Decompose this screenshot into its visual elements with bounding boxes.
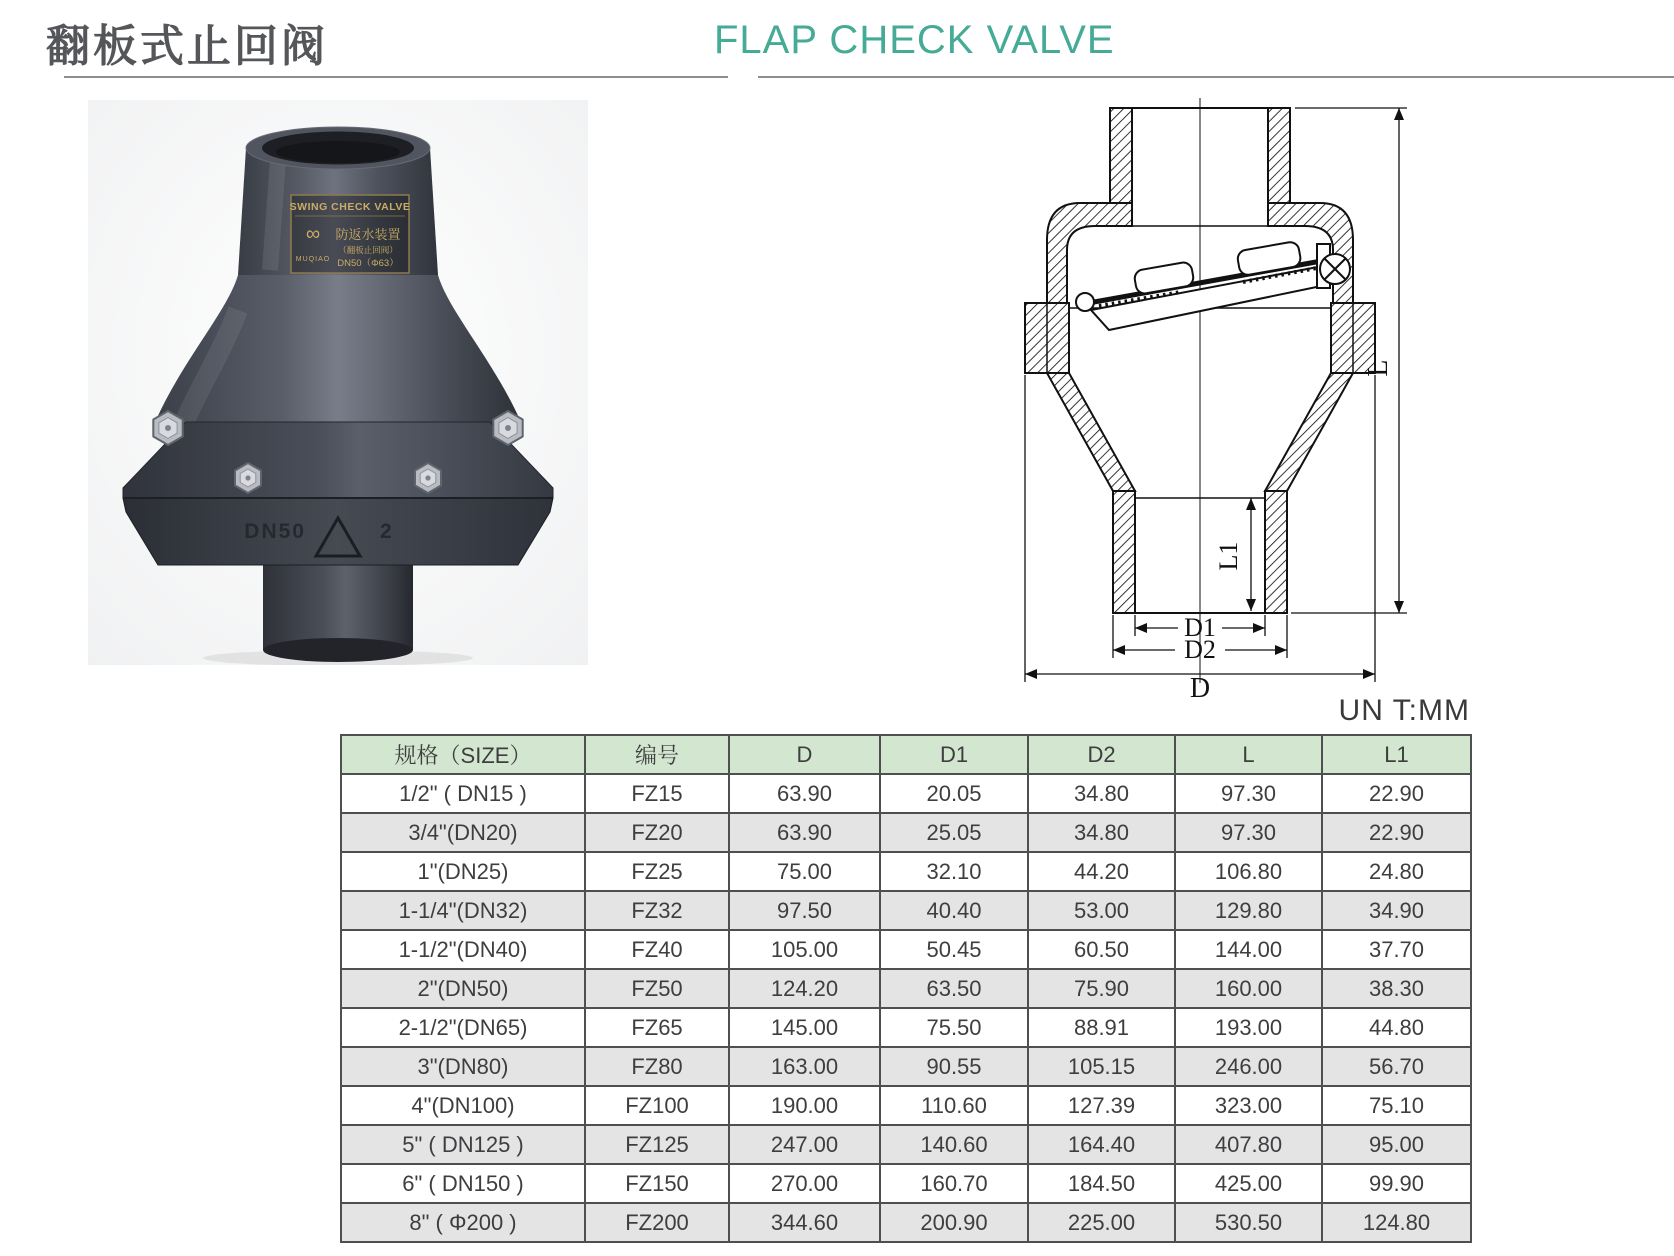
cell-d2: 127.39 xyxy=(1028,1086,1175,1125)
cell-d: 145.00 xyxy=(729,1008,880,1047)
cell-d1: 200.90 xyxy=(880,1203,1028,1242)
cell-size: 2"(DN50) xyxy=(341,969,585,1008)
cell-code: FZ150 xyxy=(585,1164,729,1203)
cell-d2: 225.00 xyxy=(1028,1203,1175,1242)
cell-d: 163.00 xyxy=(729,1047,880,1086)
cell-d1: 63.50 xyxy=(880,969,1028,1008)
title-underline-right xyxy=(758,76,1674,78)
table-row xyxy=(341,1047,1471,1086)
col-header-d2: D2 xyxy=(1028,735,1175,774)
cell-d: 105.00 xyxy=(729,930,880,969)
label-size-marking: DN50（Φ63） xyxy=(337,258,399,269)
cell-d: 344.60 xyxy=(729,1203,880,1242)
bolt-icon xyxy=(153,411,182,445)
table-row xyxy=(341,813,1471,852)
table-header-row xyxy=(341,735,1471,774)
cell-l: 97.30 xyxy=(1175,813,1322,852)
table-row xyxy=(341,1008,1471,1047)
title-underline-left xyxy=(64,76,728,78)
flap-assembly xyxy=(1076,241,1350,330)
label-title: SWING CHECK VALVE xyxy=(289,201,411,213)
cell-d2: 34.80 xyxy=(1028,774,1175,813)
page-title-chinese: 翻板式止回阀 xyxy=(46,22,328,71)
cell-d1: 140.60 xyxy=(880,1125,1028,1164)
table-row xyxy=(341,1125,1471,1164)
table-row xyxy=(341,1086,1471,1125)
cell-code: FZ200 xyxy=(585,1203,729,1242)
brand-logo-icon: ∞ xyxy=(305,223,321,245)
valve-flange xyxy=(123,422,553,565)
cell-d1: 75.50 xyxy=(880,1008,1028,1047)
cell-l1: 38.30 xyxy=(1322,969,1471,1008)
valve-photo-illustration xyxy=(88,100,588,665)
spec-table xyxy=(340,734,1472,1243)
technical-drawing xyxy=(995,98,1435,698)
cell-l1: 124.80 xyxy=(1322,1203,1471,1242)
bolt-icon xyxy=(493,411,522,445)
cell-d1: 160.70 xyxy=(880,1164,1028,1203)
cell-l: 160.00 xyxy=(1175,969,1322,1008)
cell-d2: 184.50 xyxy=(1028,1164,1175,1203)
pivot-pin xyxy=(1076,293,1094,311)
cell-size: 1"(DN25) xyxy=(341,852,585,891)
cell-code: FZ40 xyxy=(585,930,729,969)
valve-section-drawing xyxy=(995,98,1435,698)
section-outline xyxy=(1025,98,1375,683)
dim-label-d2: D2 xyxy=(1184,635,1216,664)
cell-l: 129.80 xyxy=(1175,891,1322,930)
cell-l1: 44.80 xyxy=(1322,1008,1471,1047)
cell-l: 246.00 xyxy=(1175,1047,1322,1086)
page-title-english: FLAP CHECK VALVE xyxy=(714,18,1115,62)
cell-d2: 34.80 xyxy=(1028,813,1175,852)
table-row xyxy=(341,930,1471,969)
table-row xyxy=(341,774,1471,813)
col-header-d1: D1 xyxy=(880,735,1028,774)
cell-size: 1-1/2"(DN40) xyxy=(341,930,585,969)
cell-size: 1-1/4"(DN32) xyxy=(341,891,585,930)
dim-label-l: L xyxy=(1363,359,1394,377)
cell-d: 63.90 xyxy=(729,813,880,852)
col-header-d: D xyxy=(729,735,880,774)
bolt-icon xyxy=(235,463,261,493)
cell-d: 270.00 xyxy=(729,1164,880,1203)
cell-code: FZ15 xyxy=(585,774,729,813)
cell-size: 2-1/2"(DN65) xyxy=(341,1008,585,1047)
cell-code: FZ100 xyxy=(585,1086,729,1125)
cell-l: 530.50 xyxy=(1175,1203,1322,1242)
cell-d: 190.00 xyxy=(729,1086,880,1125)
cell-d1: 110.60 xyxy=(880,1086,1028,1125)
table-row xyxy=(341,891,1471,930)
table-row xyxy=(341,852,1471,891)
cell-l1: 22.90 xyxy=(1322,774,1471,813)
flange-marking-size: 2 xyxy=(380,520,392,543)
cell-size: 3"(DN80) xyxy=(341,1047,585,1086)
cell-l: 425.00 xyxy=(1175,1164,1322,1203)
flange-marking-dn: DN50 xyxy=(244,520,306,543)
cell-code: FZ25 xyxy=(585,852,729,891)
cell-code: FZ32 xyxy=(585,891,729,930)
col-header-size: 规格（SIZE） xyxy=(341,735,585,774)
cell-size: 5" ( DN125 ) xyxy=(341,1125,585,1164)
dim-label-d1: D1 xyxy=(1184,613,1216,642)
cell-d1: 50.45 xyxy=(880,930,1028,969)
cell-d1: 40.40 xyxy=(880,891,1028,930)
cell-l: 106.80 xyxy=(1175,852,1322,891)
cell-l1: 75.10 xyxy=(1322,1086,1471,1125)
cell-d2: 53.00 xyxy=(1028,891,1175,930)
cell-size: 8" ( Φ200 ) xyxy=(341,1203,585,1242)
dim-label-l1: L1 xyxy=(1214,541,1243,571)
label-brand: MUQIAO xyxy=(295,256,331,263)
cell-code: FZ65 xyxy=(585,1008,729,1047)
label-line-cn2: （翻板止回阀） xyxy=(338,245,398,255)
cell-d: 124.20 xyxy=(729,969,880,1008)
product-photo xyxy=(88,100,588,665)
cell-d2: 44.20 xyxy=(1028,852,1175,891)
units-note: UN T:MM xyxy=(1338,694,1470,727)
label-line-cn1: 防返水装置 xyxy=(335,227,401,242)
cell-l: 193.00 xyxy=(1175,1008,1322,1047)
cell-code: FZ80 xyxy=(585,1047,729,1086)
valve-bottom-socket xyxy=(263,555,413,662)
bolt-icon xyxy=(415,463,441,493)
col-header-l: L xyxy=(1175,735,1322,774)
cell-size: 3/4"(DN20) xyxy=(341,813,585,852)
cell-l: 323.00 xyxy=(1175,1086,1322,1125)
cell-l1: 22.90 xyxy=(1322,813,1471,852)
cell-d: 75.00 xyxy=(729,852,880,891)
cell-code: FZ50 xyxy=(585,969,729,1008)
cell-d1: 32.10 xyxy=(880,852,1028,891)
cell-l1: 24.80 xyxy=(1322,852,1471,891)
cell-d1: 20.05 xyxy=(880,774,1028,813)
dimension-labels xyxy=(1184,359,1394,698)
cell-d1: 25.05 xyxy=(880,813,1028,852)
valve-top-rim xyxy=(246,127,430,169)
cell-l1: 37.70 xyxy=(1322,930,1471,969)
col-header-code: 编号 xyxy=(585,735,729,774)
cell-d1: 90.55 xyxy=(880,1047,1028,1086)
cell-d: 63.90 xyxy=(729,774,880,813)
cell-l: 97.30 xyxy=(1175,774,1322,813)
cell-d2: 105.15 xyxy=(1028,1047,1175,1086)
cell-l1: 34.90 xyxy=(1322,891,1471,930)
cell-d2: 164.40 xyxy=(1028,1125,1175,1164)
dim-label-d: D xyxy=(1189,673,1211,698)
cell-l1: 95.00 xyxy=(1322,1125,1471,1164)
cell-d: 247.00 xyxy=(729,1125,880,1164)
col-header-l1: L1 xyxy=(1322,735,1471,774)
cell-d2: 75.90 xyxy=(1028,969,1175,1008)
cell-d: 97.50 xyxy=(729,891,880,930)
cell-size: 1/2" ( DN15 ) xyxy=(341,774,585,813)
table-row xyxy=(341,1164,1471,1203)
cell-l1: 56.70 xyxy=(1322,1047,1471,1086)
cell-code: FZ20 xyxy=(585,813,729,852)
cell-size: 6" ( DN150 ) xyxy=(341,1164,585,1203)
cell-d2: 60.50 xyxy=(1028,930,1175,969)
product-label xyxy=(290,195,411,273)
highlight-streak xyxy=(270,160,278,270)
cell-size: 4"(DN100) xyxy=(341,1086,585,1125)
cell-l1: 99.90 xyxy=(1322,1164,1471,1203)
table-row xyxy=(341,1203,1471,1242)
cell-l: 144.00 xyxy=(1175,930,1322,969)
table-row xyxy=(341,969,1471,1008)
cell-l: 407.80 xyxy=(1175,1125,1322,1164)
cell-d2: 88.91 xyxy=(1028,1008,1175,1047)
cell-code: FZ125 xyxy=(585,1125,729,1164)
